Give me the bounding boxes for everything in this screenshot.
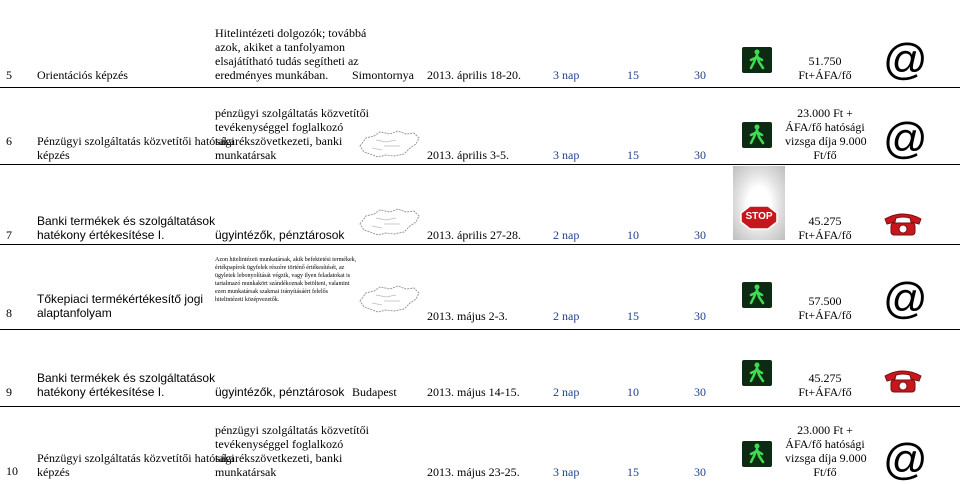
row-number: 5 bbox=[6, 68, 12, 82]
course-name: Pénzügyi szolgáltatás közvetítői hatósági bbox=[37, 451, 235, 465]
price-line: vizsga díja 9.000 bbox=[785, 451, 867, 465]
email-at-icon[interactable]: @ bbox=[883, 114, 928, 163]
duration: 2 nap bbox=[553, 228, 580, 242]
go-signal-icon bbox=[742, 282, 772, 312]
date: 2013. április 27-28. bbox=[427, 228, 521, 242]
price-line: Ft+ÁFA/fő bbox=[798, 308, 852, 322]
date: 2013. április 3-5. bbox=[427, 148, 509, 162]
hours: 15 bbox=[627, 148, 639, 162]
course-name: Pénzügyi szolgáltatás közvetítői hatósági bbox=[37, 134, 235, 148]
target-line: ügyintézők, pénztárosok bbox=[215, 228, 345, 242]
go-signal-icon bbox=[742, 441, 772, 471]
target-line: takarékszövetkezeti, banki bbox=[215, 451, 343, 465]
hungary-map-icon bbox=[356, 283, 422, 319]
location: Simontornya bbox=[352, 68, 414, 82]
duration: 3 nap bbox=[553, 148, 580, 162]
price-line: Ft/fő bbox=[813, 148, 837, 162]
price-line: Ft+ÁFA/fő bbox=[798, 385, 852, 399]
hungary-map-icon bbox=[356, 128, 422, 164]
row-divider bbox=[0, 406, 960, 407]
course-name: hatékony értékesítése I. bbox=[37, 385, 165, 399]
hours: 15 bbox=[627, 465, 639, 479]
date: 2013. május 23-25. bbox=[427, 465, 520, 479]
course-name: alaptanfolyam bbox=[37, 306, 112, 320]
price-line: vizsga díja 9.000 bbox=[785, 134, 867, 148]
email-at-icon[interactable]: @ bbox=[883, 274, 928, 323]
course-name: hatékony értékesítése I. bbox=[37, 228, 165, 242]
target-line: eredményes munkában. bbox=[215, 68, 329, 82]
date: 2013. május 14-15. bbox=[427, 385, 520, 399]
capacity: 30 bbox=[694, 385, 706, 399]
hours: 10 bbox=[627, 385, 639, 399]
target-line: azok, akiket a tanfolyamon bbox=[215, 40, 345, 54]
price-line: 45.275 bbox=[808, 371, 842, 385]
price-line: Ft/fő bbox=[813, 465, 837, 479]
course-name: Orientációs képzés bbox=[37, 68, 128, 82]
price-line: Ft+ÁFA/fő bbox=[798, 228, 852, 242]
duration: 2 nap bbox=[553, 309, 580, 323]
go-signal-icon bbox=[742, 360, 772, 390]
price-line: Ft+ÁFA/fő bbox=[798, 68, 852, 82]
row-number: 7 bbox=[6, 228, 12, 242]
row-number: 6 bbox=[6, 134, 12, 148]
target-line: munkatársak bbox=[215, 148, 277, 162]
row-number: 8 bbox=[6, 306, 12, 320]
course-name: Banki termékek és szolgáltatások bbox=[37, 371, 216, 385]
capacity: 30 bbox=[694, 309, 706, 323]
target-line: pénzügyi szolgáltatás közvetítői bbox=[215, 423, 369, 437]
stop-sign-label: STOP bbox=[745, 211, 773, 222]
course-name: Tőkepiaci termékértékesítő jogi bbox=[37, 292, 204, 306]
duration: 2 nap bbox=[553, 385, 580, 399]
price-line: ÁFA/fő hatósági bbox=[785, 120, 865, 134]
phone-icon[interactable] bbox=[879, 366, 927, 398]
target-line: munkatársak bbox=[215, 465, 277, 479]
price-line: 51.750 bbox=[808, 54, 842, 68]
target-line: tevékenységgel foglalkozó bbox=[215, 120, 344, 134]
go-signal-icon bbox=[742, 122, 772, 152]
row-number: 9 bbox=[6, 385, 12, 399]
location: Budapest bbox=[352, 385, 397, 399]
hours: 15 bbox=[627, 309, 639, 323]
row-divider bbox=[0, 329, 960, 330]
target-line: elsajátítható tudás segítheti az bbox=[215, 54, 359, 68]
email-at-icon[interactable]: @ bbox=[883, 435, 928, 484]
capacity: 30 bbox=[694, 465, 706, 479]
email-at-icon[interactable]: @ bbox=[883, 35, 928, 84]
row-divider bbox=[0, 164, 960, 165]
duration: 3 nap bbox=[553, 465, 580, 479]
price-line: 23.000 Ft + bbox=[797, 106, 853, 120]
capacity: 30 bbox=[694, 148, 706, 162]
hours: 15 bbox=[627, 68, 639, 82]
row-divider bbox=[0, 87, 960, 88]
date: 2013. április 18-20. bbox=[427, 68, 521, 82]
row-number: 10 bbox=[6, 464, 18, 478]
hours: 10 bbox=[627, 228, 639, 242]
capacity: 30 bbox=[694, 228, 706, 242]
hungary-map-icon bbox=[356, 206, 422, 242]
duration: 3 nap bbox=[553, 68, 580, 82]
row-divider bbox=[0, 244, 960, 245]
price-line: ÁFA/fő hatósági bbox=[785, 437, 865, 451]
course-name: képzés bbox=[37, 148, 70, 162]
date: 2013. május 2-3. bbox=[427, 309, 508, 323]
target-line: ügyintézők, pénztárosok bbox=[215, 385, 345, 399]
capacity: 30 bbox=[694, 68, 706, 82]
target-line: Hitelintézeti dolgozók; továbbá bbox=[215, 26, 367, 40]
price-line: 57.500 bbox=[808, 294, 842, 308]
target-line: tevékenységgel foglalkozó bbox=[215, 437, 344, 451]
target-line: takarékszövetkezeti, banki bbox=[215, 134, 343, 148]
price-line: 23.000 Ft + bbox=[797, 423, 853, 437]
course-name: Banki termékek és szolgáltatások bbox=[37, 214, 216, 228]
go-signal-icon bbox=[742, 47, 772, 77]
price-line: 45.275 bbox=[808, 214, 842, 228]
phone-icon[interactable] bbox=[879, 209, 927, 241]
target-description: Azon hitelintézeti munkatársak, akik befektetési termékek, értékpapírok ügyfelek részére történő értékesítését, az ügyletek lebonyolítását végzik, vagy ilyen feladatokat is tartalmazó munkakört szándékoznak betölteni, valamint ezen munkatársak szakmai irányításáért felelős hitelintézeti középvezetők. bbox=[215, 257, 357, 303]
target-line: pénzügyi szolgáltatás közvetítői bbox=[215, 106, 369, 120]
course-name: képzés bbox=[37, 465, 70, 479]
stop-sign-frame bbox=[733, 166, 785, 240]
